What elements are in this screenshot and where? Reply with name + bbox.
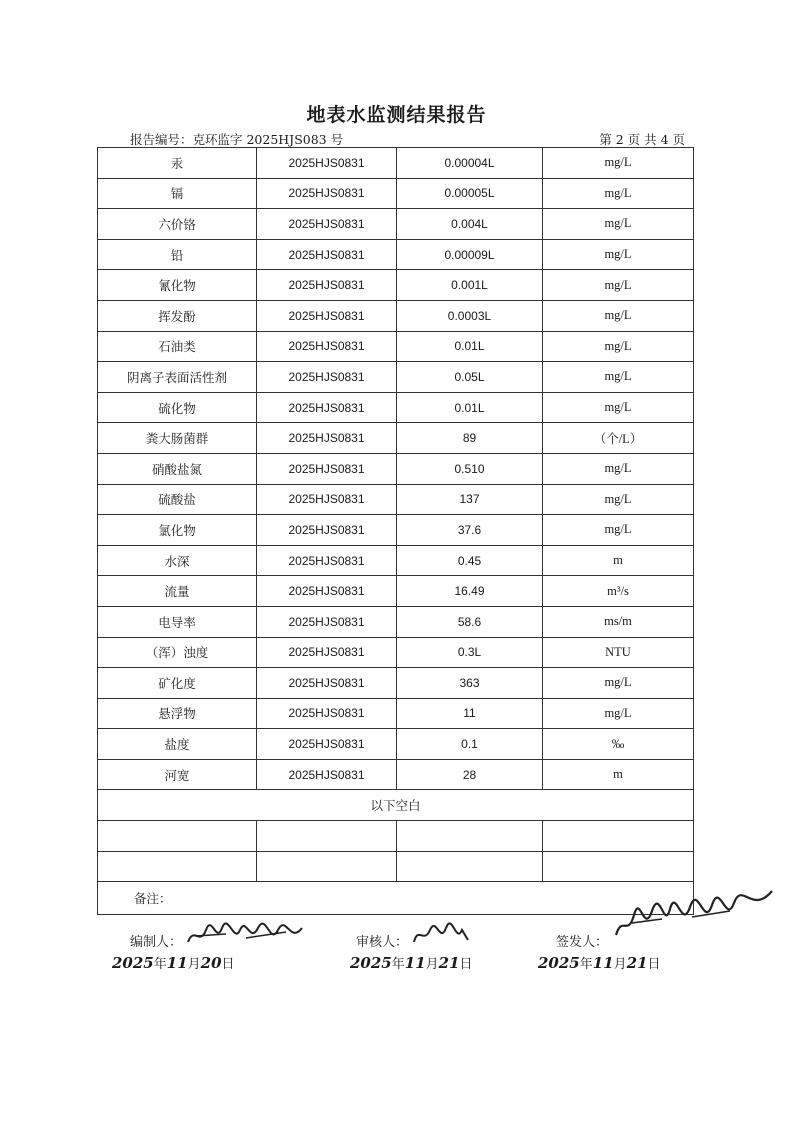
report-number: 报告编号：克环监字 2025HJS083 号 bbox=[130, 132, 344, 147]
table-row bbox=[98, 606, 694, 637]
sample-id-cell: 2025HJS0831 bbox=[257, 637, 397, 668]
table-row bbox=[98, 331, 694, 362]
unit-cell: mg/L bbox=[543, 698, 694, 729]
unit-cell: （个/L） bbox=[543, 423, 694, 454]
unit-cell: mg/L bbox=[543, 515, 694, 546]
sample-id-cell: 2025HJS0831 bbox=[257, 148, 397, 179]
sample-id-cell: 2025HJS0831 bbox=[257, 453, 397, 484]
sample-id-cell: 2025HJS0831 bbox=[257, 698, 397, 729]
unit-cell: mg/L bbox=[543, 148, 694, 179]
sample-id-cell: 2025HJS0831 bbox=[257, 515, 397, 546]
result-cell: 137 bbox=[397, 484, 543, 515]
unit-cell: mg/L bbox=[543, 453, 694, 484]
table-row bbox=[98, 729, 694, 760]
empty-cell bbox=[98, 821, 257, 852]
item-cell: 水深 bbox=[98, 545, 257, 576]
sample-id-cell: 2025HJS0831 bbox=[257, 545, 397, 576]
result-cell: 0.01L bbox=[397, 331, 543, 362]
issuer-label: 签发人： bbox=[556, 935, 609, 950]
table-row bbox=[98, 637, 694, 668]
table-row bbox=[98, 239, 694, 270]
issuer-signature bbox=[612, 885, 777, 945]
result-cell: 363 bbox=[397, 668, 543, 699]
unit-cell: mg/L bbox=[543, 362, 694, 393]
unit-cell: mg/L bbox=[543, 668, 694, 699]
item-cell: 粪大肠菌群 bbox=[98, 423, 257, 454]
result-cell: 28 bbox=[397, 759, 543, 790]
result-cell: 0.05L bbox=[397, 362, 543, 393]
sample-id-cell: 2025HJS0831 bbox=[257, 392, 397, 423]
table-row bbox=[98, 270, 694, 301]
empty-cell bbox=[257, 821, 397, 852]
result-cell: 0.0003L bbox=[397, 300, 543, 331]
item-cell: 硫酸盐 bbox=[98, 484, 257, 515]
empty-cell bbox=[397, 821, 543, 852]
issuer-date: 2025年11月21日 bbox=[538, 954, 661, 972]
result-cell: 89 bbox=[397, 423, 543, 454]
result-cell: 0.3L bbox=[397, 637, 543, 668]
sample-id-cell: 2025HJS0831 bbox=[257, 759, 397, 790]
result-cell: 58.6 bbox=[397, 606, 543, 637]
result-cell: 11 bbox=[397, 698, 543, 729]
table-row bbox=[98, 545, 694, 576]
sample-id-cell: 2025HJS0831 bbox=[257, 209, 397, 240]
unit-cell: mg/L bbox=[543, 300, 694, 331]
item-cell: 镉 bbox=[98, 178, 257, 209]
table-row bbox=[98, 453, 694, 484]
sample-id-cell: 2025HJS0831 bbox=[257, 423, 397, 454]
result-cell: 0.01L bbox=[397, 392, 543, 423]
item-cell: 汞 bbox=[98, 148, 257, 179]
compiler-signature bbox=[186, 920, 306, 950]
report-title: 地表水监测结果报告 bbox=[306, 104, 487, 126]
notes-row bbox=[98, 882, 694, 915]
table-row bbox=[98, 759, 694, 790]
item-cell: 石油类 bbox=[98, 331, 257, 362]
empty-cell bbox=[98, 851, 257, 882]
table-row bbox=[98, 668, 694, 699]
table-row bbox=[98, 515, 694, 546]
sample-id-cell: 2025HJS0831 bbox=[257, 331, 397, 362]
unit-cell: m³/s bbox=[543, 576, 694, 607]
result-cell: 0.001L bbox=[397, 270, 543, 301]
table-row bbox=[98, 484, 694, 515]
item-cell: 挥发酚 bbox=[98, 300, 257, 331]
table-row bbox=[98, 392, 694, 423]
sample-id-cell: 2025HJS0831 bbox=[257, 484, 397, 515]
table-row bbox=[98, 362, 694, 393]
reviewer-signature bbox=[412, 922, 470, 948]
empty-cell bbox=[543, 821, 694, 852]
sample-id-cell: 2025HJS0831 bbox=[257, 270, 397, 301]
item-cell: 氰化物 bbox=[98, 270, 257, 301]
unit-cell: ms/m bbox=[543, 606, 694, 637]
item-cell: 六价铬 bbox=[98, 209, 257, 240]
result-cell: 0.45 bbox=[397, 545, 543, 576]
sample-id-cell: 2025HJS0831 bbox=[257, 729, 397, 760]
item-cell: 铅 bbox=[98, 239, 257, 270]
empty-row bbox=[98, 821, 694, 852]
unit-cell: mg/L bbox=[543, 239, 694, 270]
table-row bbox=[98, 209, 694, 240]
sample-id-cell: 2025HJS0831 bbox=[257, 178, 397, 209]
table-row bbox=[98, 148, 694, 179]
unit-cell: mg/L bbox=[543, 484, 694, 515]
result-cell: 0.510 bbox=[397, 453, 543, 484]
item-cell: 河宽 bbox=[98, 759, 257, 790]
item-cell: 阴离子表面活性剂 bbox=[98, 362, 257, 393]
item-cell: 悬浮物 bbox=[98, 698, 257, 729]
unit-cell: ‰ bbox=[543, 729, 694, 760]
reviewer-label: 审核人： bbox=[356, 935, 409, 950]
empty-cell bbox=[257, 851, 397, 882]
empty-row bbox=[98, 851, 694, 882]
unit-cell: NTU bbox=[543, 637, 694, 668]
item-cell: 硝酸盐氮 bbox=[98, 453, 257, 484]
table-row bbox=[98, 576, 694, 607]
item-cell: 电导率 bbox=[98, 606, 257, 637]
unit-cell: mg/L bbox=[543, 331, 694, 362]
unit-cell: m bbox=[543, 759, 694, 790]
reviewer-date: 2025年11月21日 bbox=[350, 954, 473, 972]
results-table bbox=[97, 147, 694, 915]
item-cell: 硫化物 bbox=[98, 392, 257, 423]
table-row bbox=[98, 178, 694, 209]
table-row bbox=[98, 698, 694, 729]
sample-id-cell: 2025HJS0831 bbox=[257, 300, 397, 331]
result-cell: 0.00009L bbox=[397, 239, 543, 270]
sample-id-cell: 2025HJS0831 bbox=[257, 576, 397, 607]
blank-note: 以下空白 bbox=[98, 790, 694, 821]
empty-cell bbox=[397, 851, 543, 882]
result-cell: 16.49 bbox=[397, 576, 543, 607]
table-row bbox=[98, 423, 694, 454]
blank-note-row bbox=[98, 790, 694, 821]
result-cell: 0.004L bbox=[397, 209, 543, 240]
item-cell: 矿化度 bbox=[98, 668, 257, 699]
sample-id-cell: 2025HJS0831 bbox=[257, 362, 397, 393]
item-cell: 流量 bbox=[98, 576, 257, 607]
result-cell: 0.00004L bbox=[397, 148, 543, 179]
unit-cell: mg/L bbox=[543, 270, 694, 301]
result-cell: 0.00005L bbox=[397, 178, 543, 209]
unit-cell: mg/L bbox=[543, 178, 694, 209]
table-row bbox=[98, 300, 694, 331]
unit-cell: m bbox=[543, 545, 694, 576]
item-cell: 氯化物 bbox=[98, 515, 257, 546]
compiler-date: 2025年11月20日 bbox=[112, 954, 235, 972]
empty-cell bbox=[543, 851, 694, 882]
unit-cell: mg/L bbox=[543, 392, 694, 423]
unit-cell: mg/L bbox=[543, 209, 694, 240]
notes-label: 备注： bbox=[98, 882, 694, 915]
sample-id-cell: 2025HJS0831 bbox=[257, 606, 397, 637]
sample-id-cell: 2025HJS0831 bbox=[257, 668, 397, 699]
sample-id-cell: 2025HJS0831 bbox=[257, 239, 397, 270]
page-info: 第 2 页 共 4 页 bbox=[599, 132, 685, 147]
results-body bbox=[98, 148, 694, 790]
result-cell: 0.1 bbox=[397, 729, 543, 760]
item-cell: （浑）浊度 bbox=[98, 637, 257, 668]
result-cell: 37.6 bbox=[397, 515, 543, 546]
compiler-label: 编制人： bbox=[130, 935, 183, 950]
item-cell: 盐度 bbox=[98, 729, 257, 760]
